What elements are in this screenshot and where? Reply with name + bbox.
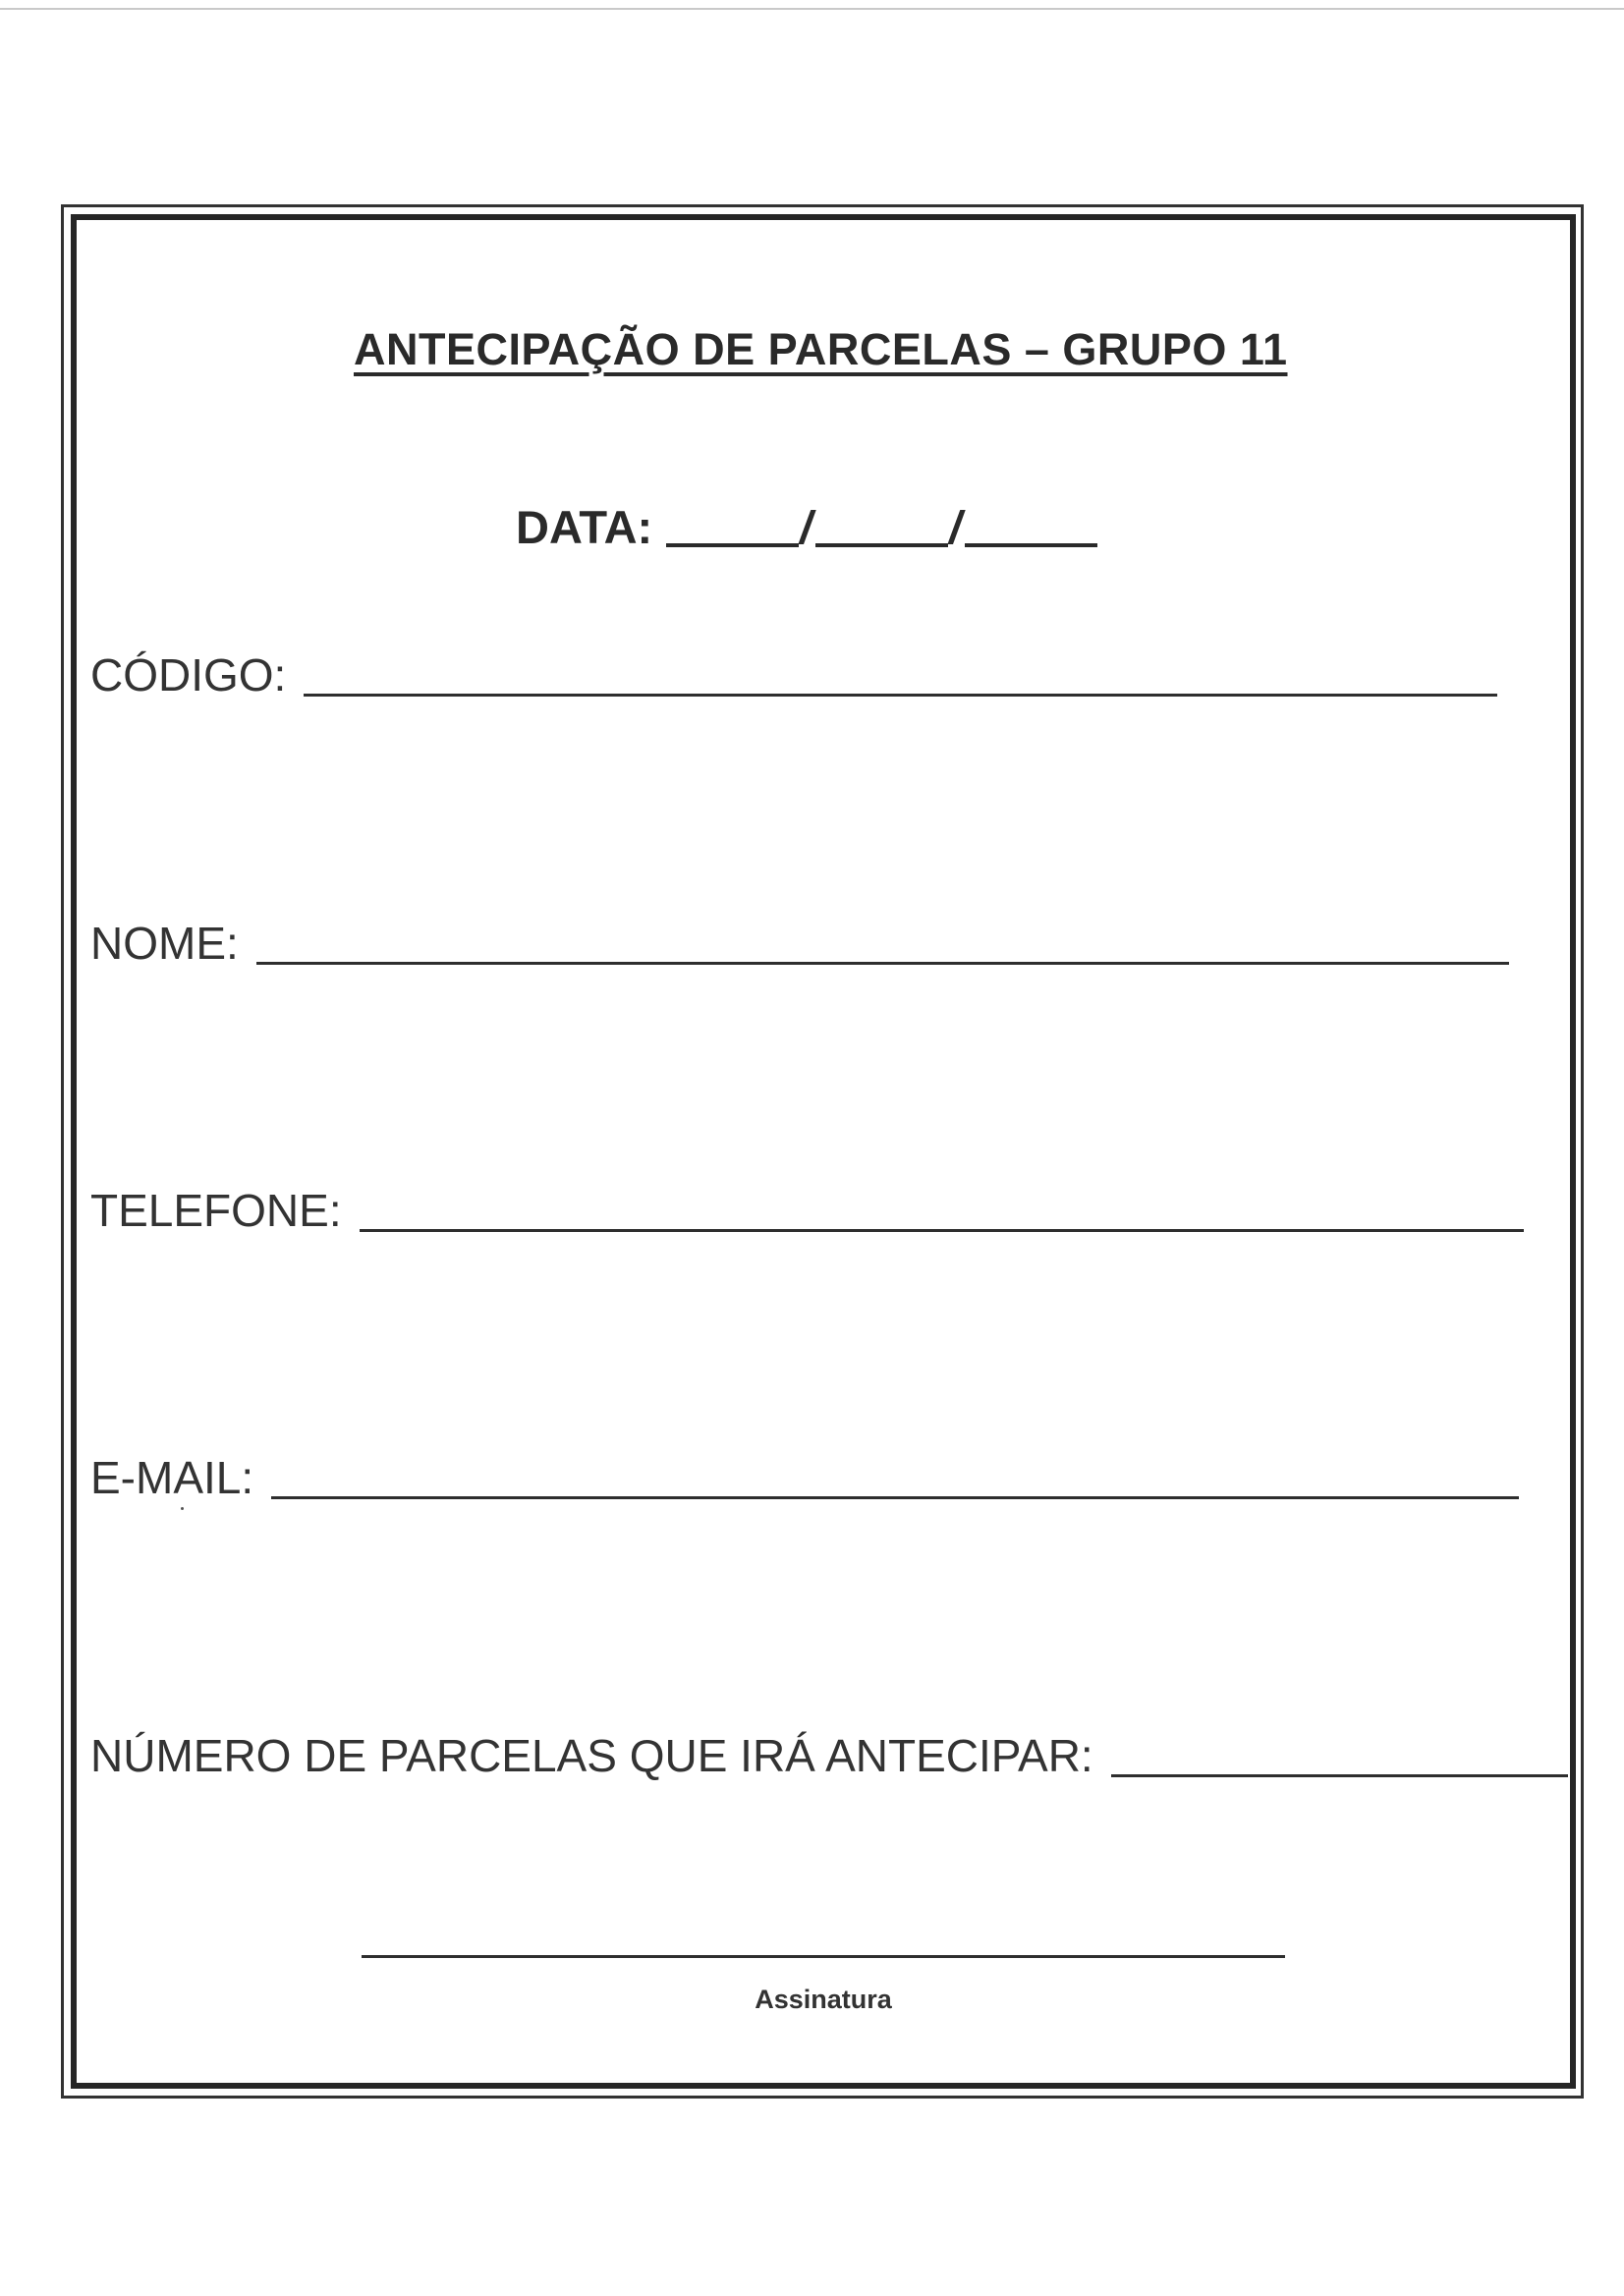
scan-speck: [181, 1507, 184, 1510]
date-month-blank[interactable]: [815, 543, 948, 547]
email-label: E-MAIL:: [90, 1452, 254, 1503]
email-blank[interactable]: [271, 1496, 1519, 1499]
date-row: [516, 486, 1097, 555]
email-field: [90, 1436, 1519, 1505]
date-separator: /: [796, 501, 819, 553]
telefone-label: TELEFONE:: [90, 1185, 342, 1236]
codigo-field: [90, 634, 1497, 702]
parcelas-label: NÚMERO DE PARCELAS QUE IRÁ ANTECIPAR:: [90, 1730, 1093, 1781]
date-year-blank[interactable]: [965, 543, 1097, 547]
signature-line[interactable]: [362, 1955, 1285, 1958]
telefone-blank[interactable]: [360, 1229, 1524, 1232]
codigo-blank[interactable]: [304, 694, 1497, 697]
parcelas-blank[interactable]: [1111, 1774, 1568, 1777]
form-title: ANTECIPAÇÃO DE PARCELAS – GRUPO 11: [354, 324, 1288, 374]
codigo-label: CÓDIGO:: [90, 649, 287, 700]
telefone-field: [90, 1169, 1524, 1238]
date-day-blank[interactable]: [666, 543, 799, 547]
date-label: DATA:: [516, 501, 653, 553]
signature-label: Assinatura: [755, 1985, 892, 2014]
nome-label: NOME:: [90, 918, 239, 969]
date-separator: /: [945, 501, 969, 553]
nome-blank[interactable]: [256, 962, 1509, 965]
scan-edge-line: [0, 8, 1624, 10]
nome-field: [90, 902, 1509, 971]
parcelas-field: [90, 1714, 1568, 1783]
